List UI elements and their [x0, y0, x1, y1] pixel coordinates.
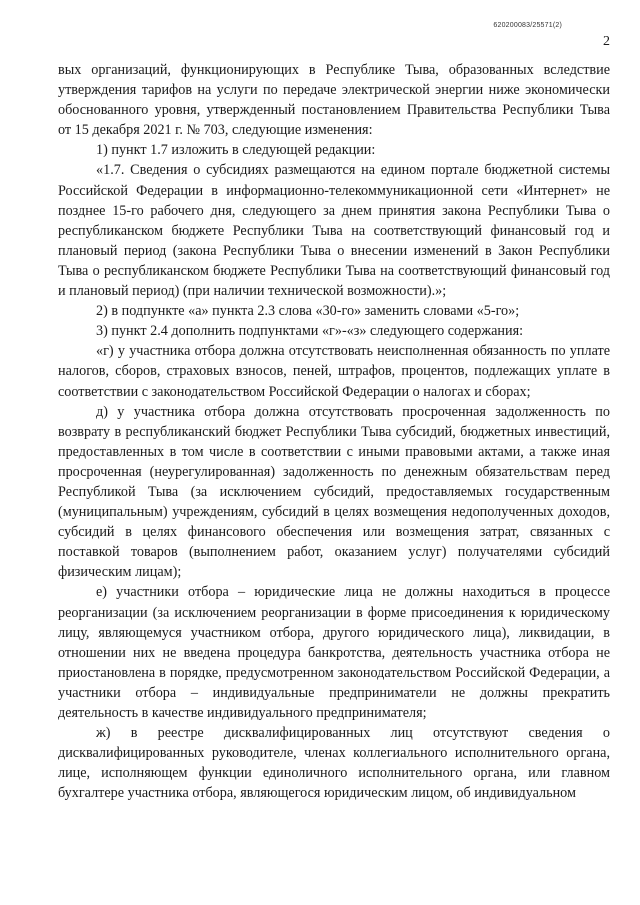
paragraph-clause-1-7: «1.7. Сведения о субсидиях размещаются на едином портале бюджетной системы Российской Федерации в информационно-телекоммуникационной сети «Интернет» не позднее 15-го рабочего дня, следующего за днем принятия закона Республики Тыва о республиканском бюджете Республики Тыва на соответствующий финансовый год и плановый период (закона Республики Тыва о внесении изменений в Закон Республики Тыва о республиканском бюджете Республики Тыва на соответствующий финансовый год и плановый период) (при наличии технической возможности).»; [58, 162, 610, 300]
paragraph-continuation: вых организаций, функционирующих в Республике Тыва, образованных вследствие утверждения тарифов на услуги по передаче электрической энергии ниже экономически обоснованного уровня, утвержденный постановлением Правительства Республики Тыва от 15 декабря 2021 г. № 703, следующие изменения: [58, 62, 610, 139]
paragraph-item-2: 2) в подпункте «а» пункта 2.3 слова «30-го» заменить словами «5-го»; [96, 303, 520, 320]
paragraph-subitem-g: «г) у участника отбора должна отсутствовать неисполненная обязанность по уплате налогов, сборов, страховых взносов, пеней, штрафов, процентов, подлежащих уплате в соответствии с законодательством Российской Федерации о налогах и сборах; [58, 343, 610, 400]
document-body [58, 60, 610, 803]
paragraph-item-1: 1) пункт 1.7 изложить в следующей редакции: [96, 142, 376, 159]
paragraph-subitem-zh: ж) в реестре дисквалифицированных лиц отсутствуют сведения о дисквалифицированных руководителе, членах коллегиального исполнительного органа, лице, исполняющем функции единоличного исполнительного органа, или главном бухгалтере участника отбора, являющегося юридическим лицом, об индивидуальном [58, 725, 610, 802]
paragraph-item-3: 3) пункт 2.4 дополнить подпунктами «г»-«з» следующего содержания: [96, 323, 524, 340]
page-number: 2 [603, 34, 610, 49]
paragraph-subitem-d: д) у участника отбора должна отсутствовать просроченная задолженность по возврату в республиканский бюджет Республики Тыва субсидий, бюджетных инвестиций, предоставленных в том числе в соответствии с иными правовыми актами, а также иная просроченная (неурегулированная) задолженность по денежным обязательствам перед Республикой Тыва (за исключением субсидий, предоставляемых государственным (муниципальным) учреждениям, субсидий в целях возмещения недополученных доходов, субсидий в целях финансового обеспечения или возмещения затрат, связанных с поставкой товаров (выполнением работ, оказанием услуг) получателями субсидий физическим лицам); [58, 403, 610, 581]
paragraph-subitem-e: е) участники отбора – юридические лица не должны находиться в процессе реорганизации (за исключением реорганизации в форме присоединения к юридическому лицу, являющемуся участником отбора, другого юридического лица), ликвидации, в отношении них не введена процедура банкротства, деятельность участника отбора не приостановлена в порядке, предусмотренном законодательством Российской Федерации, а участники отбора – индивидуальные предприниматели не должны прекратить деятельность в качестве индивидуального предпринимателя; [58, 584, 610, 721]
document-code: 620200083/25571(2) [493, 22, 562, 29]
